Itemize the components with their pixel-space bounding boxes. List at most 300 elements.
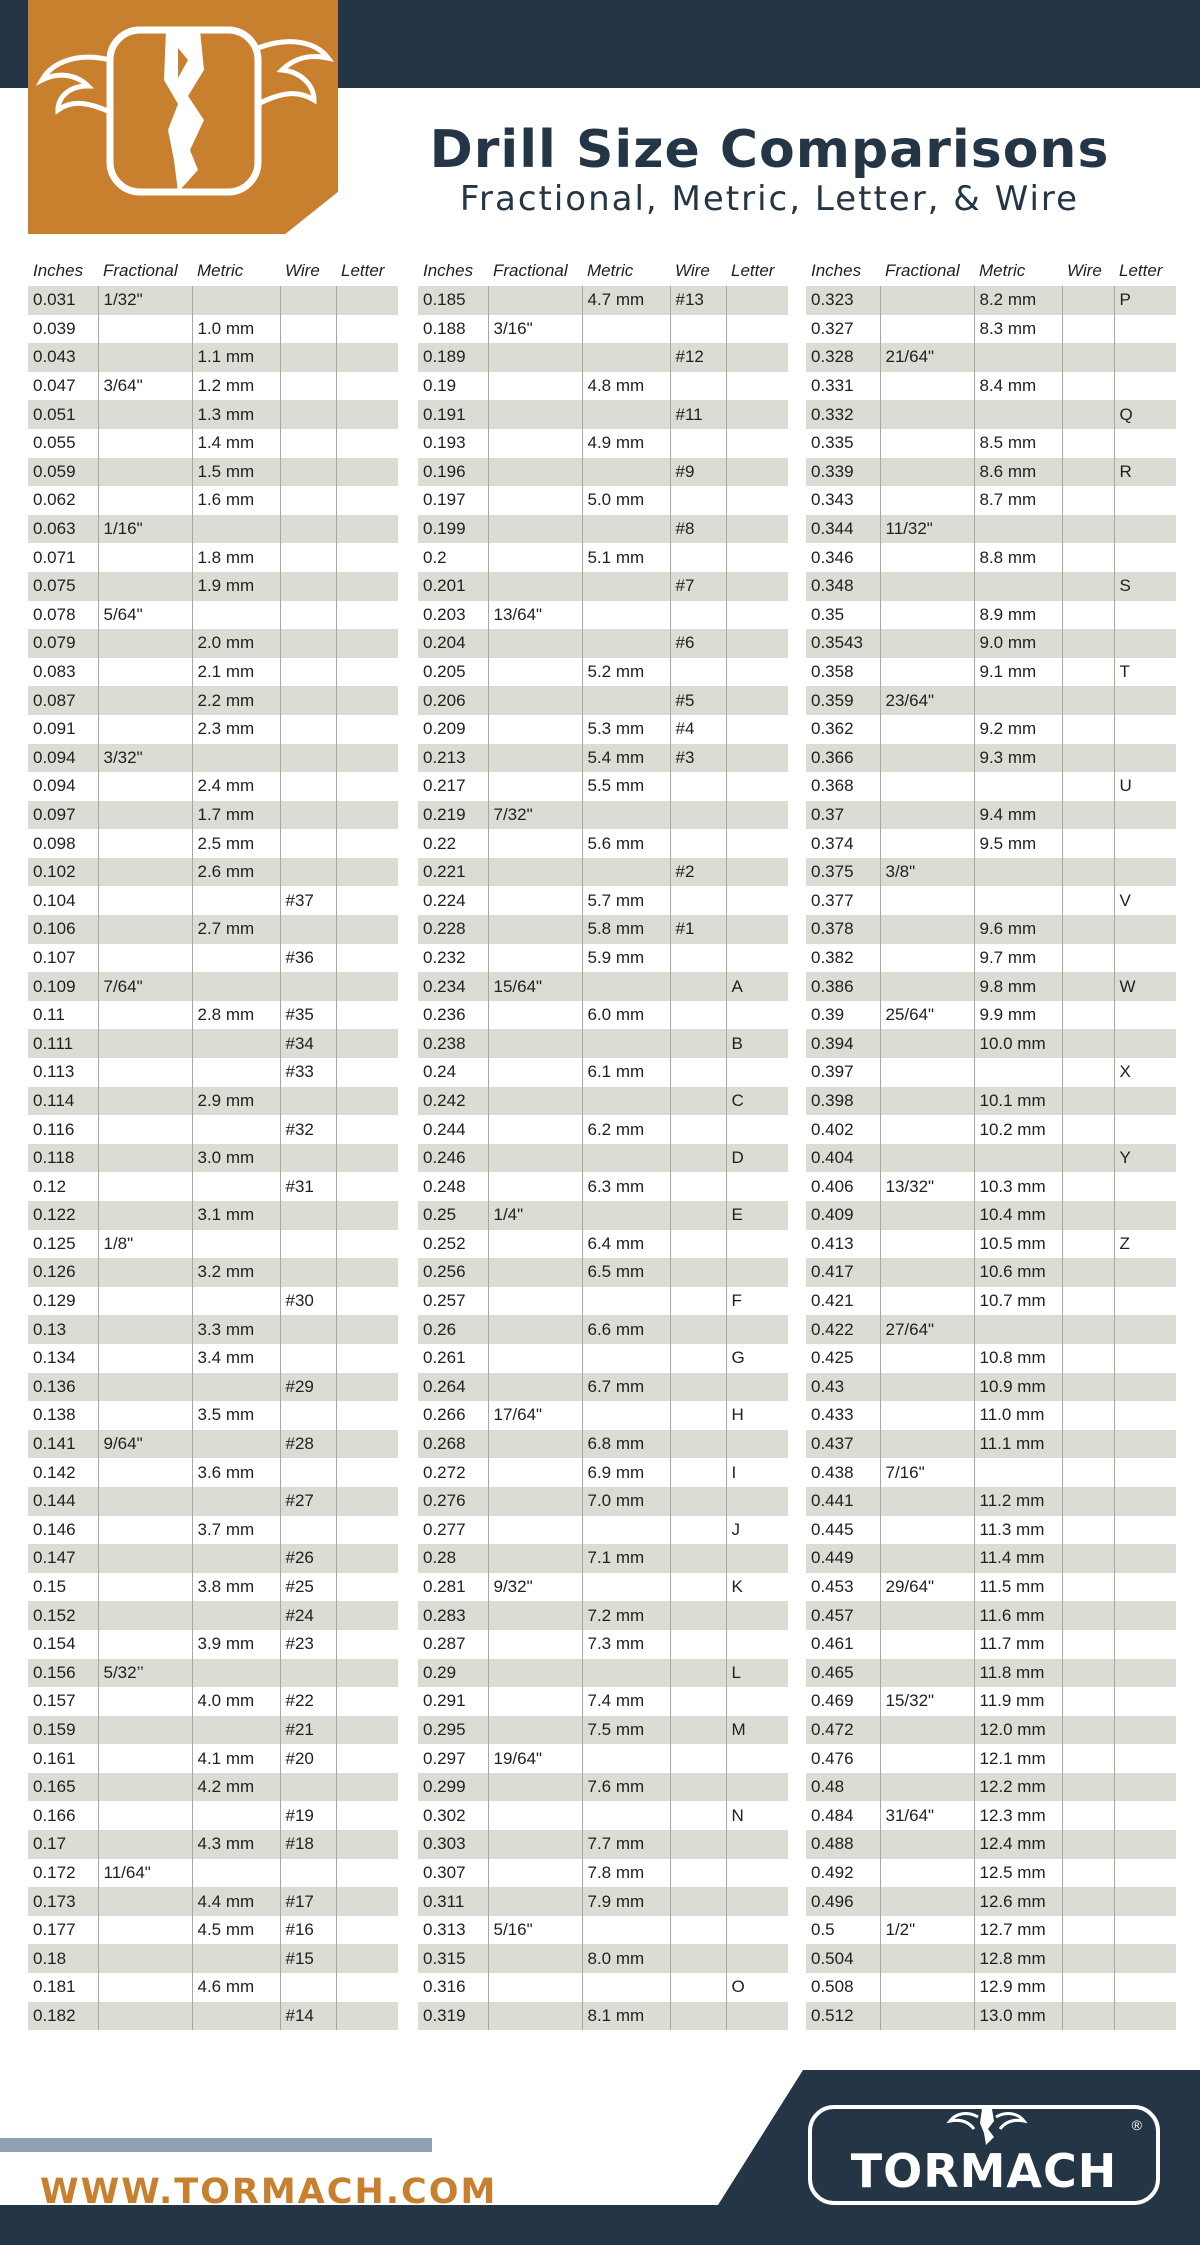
cell-fractional xyxy=(488,915,582,944)
cell-inches: 0.346 xyxy=(811,547,854,567)
cell-wire: #32 xyxy=(280,1115,336,1144)
cell-fractional xyxy=(98,1287,192,1316)
table-row xyxy=(806,944,1176,973)
cell-metric: 1.5 mm xyxy=(192,458,280,487)
cell-metric xyxy=(192,1058,280,1087)
cell-fractional xyxy=(488,772,582,801)
cell-fractional xyxy=(488,343,582,372)
cell-letter xyxy=(336,1687,398,1716)
cell-metric xyxy=(192,1944,280,1973)
cell-wire xyxy=(670,1744,726,1773)
drill-bit-logo-icon xyxy=(28,0,338,234)
cell-wire xyxy=(1062,1887,1114,1916)
cell-wire xyxy=(280,400,336,429)
cell-metric: 3.4 mm xyxy=(192,1344,280,1373)
cell-inches: 0.206 xyxy=(418,686,488,715)
cell-wire xyxy=(670,972,726,1001)
cell-inches: 0.422 xyxy=(806,1315,880,1344)
cell-wire xyxy=(1062,515,1114,544)
cell-wire xyxy=(670,1716,726,1745)
cell-fractional xyxy=(488,1773,582,1802)
cell-wire xyxy=(280,629,336,658)
table-row xyxy=(418,1801,788,1830)
cell-wire xyxy=(280,1773,336,1802)
cell-fractional xyxy=(880,915,974,944)
cell-inches: 0.484 xyxy=(811,1805,854,1825)
cell-metric: 8.6 mm xyxy=(974,458,1062,487)
cell-metric xyxy=(192,1115,280,1144)
cell-letter xyxy=(1114,1630,1176,1659)
cell-wire xyxy=(1062,658,1114,687)
cell-metric: 6.3 mm xyxy=(582,1172,670,1201)
cell-letter xyxy=(1114,1287,1176,1316)
cell-fractional xyxy=(880,801,974,830)
cell-fractional xyxy=(488,944,582,973)
table-row xyxy=(806,400,1176,429)
cell-inches: 0.386 xyxy=(806,972,880,1001)
cell-metric xyxy=(582,801,670,830)
cell-inches: 0.362 xyxy=(811,719,854,739)
cell-letter xyxy=(336,744,398,773)
table-row xyxy=(28,486,398,515)
cell-inches: 0.191 xyxy=(418,400,488,429)
cell-letter xyxy=(336,1373,398,1402)
cell-letter xyxy=(336,429,398,458)
cell-wire xyxy=(670,1001,726,1030)
cell-inches: 0.185 xyxy=(418,286,488,315)
cell-inches: 0.332 xyxy=(806,400,880,429)
cell-wire xyxy=(670,944,726,973)
cell-metric: 6.9 mm xyxy=(582,1458,670,1487)
cell-metric: 2.3 mm xyxy=(192,715,280,744)
cell-letter: F xyxy=(726,1287,788,1316)
cell-letter: B xyxy=(726,1029,788,1058)
cell-fractional xyxy=(880,715,974,744)
table-row xyxy=(28,1258,398,1287)
table-row xyxy=(418,1516,788,1545)
cell-letter xyxy=(726,1230,788,1259)
cell-inches: 0.146 xyxy=(33,1519,76,1539)
cell-fractional: 5/16" xyxy=(488,1916,582,1945)
cell-wire xyxy=(280,1973,336,2002)
cell-metric xyxy=(974,858,1062,887)
table-row xyxy=(418,1830,788,1859)
cell-inches: 0.106 xyxy=(28,915,98,944)
table-row xyxy=(418,458,788,487)
cell-letter xyxy=(1114,1487,1176,1516)
cell-inches: 0.377 xyxy=(811,890,854,910)
cell-fractional xyxy=(98,829,192,858)
cell-letter xyxy=(726,801,788,830)
cell-metric: 11.7 mm xyxy=(974,1630,1062,1659)
table-row xyxy=(28,1230,398,1259)
cell-metric xyxy=(192,515,280,544)
cell-letter xyxy=(336,372,398,401)
cell-inches: 0.055 xyxy=(33,433,76,453)
cell-inches: 0.134 xyxy=(33,1348,76,1368)
table-row xyxy=(28,1058,398,1087)
cell-wire: #27 xyxy=(280,1487,336,1516)
cell-fractional xyxy=(488,1430,582,1459)
cell-metric: 3.1 mm xyxy=(192,1201,280,1230)
cell-fractional xyxy=(488,686,582,715)
cell-fractional: 1/8" xyxy=(98,1230,192,1259)
table-row xyxy=(28,1430,398,1459)
cell-letter xyxy=(336,1887,398,1916)
cell-wire xyxy=(1062,1516,1114,1545)
cell-wire xyxy=(1062,1087,1114,1116)
cell-letter: H xyxy=(726,1401,788,1430)
registered-mark: ® xyxy=(1131,2117,1142,2133)
cell-inches: 0.39 xyxy=(811,1005,845,1025)
cell-wire xyxy=(670,1516,726,1545)
table-row xyxy=(418,601,788,630)
cell-wire xyxy=(280,343,336,372)
cell-wire xyxy=(1062,858,1114,887)
cell-metric: 11.8 mm xyxy=(974,1659,1062,1688)
table-row xyxy=(28,343,398,372)
table-row xyxy=(806,286,1176,315)
table-row xyxy=(28,1201,398,1230)
table-row xyxy=(806,1115,1176,1144)
cell-wire xyxy=(670,1973,726,2002)
cell-letter xyxy=(336,286,398,315)
cell-wire: #33 xyxy=(280,1058,336,1087)
table-row xyxy=(418,1029,788,1058)
cell-letter xyxy=(336,1115,398,1144)
cell-fractional xyxy=(98,658,192,687)
cell-wire: #7 xyxy=(670,572,726,601)
cell-letter xyxy=(336,1230,398,1259)
cell-metric: 5.5 mm xyxy=(582,772,670,801)
cell-inches: 0.078 xyxy=(33,604,76,624)
table-row xyxy=(806,1601,1176,1630)
cell-inches: 0.394 xyxy=(806,1029,880,1058)
cell-letter xyxy=(336,686,398,715)
cell-fractional xyxy=(98,1144,192,1173)
cell-wire: #28 xyxy=(280,1430,336,1459)
table-row xyxy=(418,543,788,572)
cell-fractional xyxy=(880,1115,974,1144)
cell-metric: 2.7 mm xyxy=(192,915,280,944)
table-header-row xyxy=(806,256,1176,286)
cell-fractional xyxy=(488,744,582,773)
cell-metric: 9.2 mm xyxy=(974,715,1062,744)
cell-metric: 7.8 mm xyxy=(582,1859,670,1888)
table-row xyxy=(28,658,398,687)
cell-inches: 0.188 xyxy=(423,318,466,338)
cell-metric: 9.8 mm xyxy=(974,972,1062,1001)
cell-wire: #9 xyxy=(670,458,726,487)
cell-fractional: 3/64" xyxy=(98,372,192,401)
cell-metric: 4.9 mm xyxy=(582,429,670,458)
cell-wire: #4 xyxy=(670,715,726,744)
cell-metric xyxy=(974,686,1062,715)
table-row xyxy=(28,858,398,887)
table-row xyxy=(806,1029,1176,1058)
table-row xyxy=(418,1859,788,1888)
cell-inches: 0.114 xyxy=(28,1087,98,1116)
cell-fractional xyxy=(488,1973,582,2002)
cell-letter xyxy=(1114,1716,1176,1745)
cell-inches: 0.375 xyxy=(806,858,880,887)
cell-metric xyxy=(974,572,1062,601)
cell-wire xyxy=(670,1401,726,1430)
table-row xyxy=(806,1001,1176,1030)
cell-letter xyxy=(1114,1601,1176,1630)
cell-letter: X xyxy=(1114,1058,1176,1087)
cell-inches: 0.297 xyxy=(423,1748,466,1768)
cell-metric xyxy=(192,1601,280,1630)
table-row xyxy=(806,1287,1176,1316)
cell-fractional xyxy=(98,1344,192,1373)
cell-letter xyxy=(336,1172,398,1201)
cell-inches: 0.277 xyxy=(423,1519,466,1539)
cell-wire xyxy=(670,1087,726,1116)
cell-wire: #21 xyxy=(280,1716,336,1745)
cell-letter xyxy=(1114,715,1176,744)
cell-inches: 0.319 xyxy=(418,2002,488,2031)
cell-fractional xyxy=(98,1773,192,1802)
cell-inches: 0.161 xyxy=(33,1748,76,1768)
cell-letter xyxy=(336,1630,398,1659)
cell-wire xyxy=(1062,572,1114,601)
cell-wire xyxy=(280,372,336,401)
cell-metric: 4.0 mm xyxy=(192,1687,280,1716)
cell-fractional xyxy=(98,2002,192,2031)
cell-wire xyxy=(670,372,726,401)
cell-wire xyxy=(670,543,726,572)
table-row xyxy=(28,1001,398,1030)
cell-fractional xyxy=(488,1373,582,1402)
cell-letter xyxy=(1114,744,1176,773)
cell-letter xyxy=(726,601,788,630)
cell-wire xyxy=(1062,400,1114,429)
table-row xyxy=(28,944,398,973)
table-row xyxy=(418,1058,788,1087)
cell-fractional xyxy=(880,772,974,801)
cell-metric xyxy=(192,1487,280,1516)
table-row xyxy=(28,629,398,658)
cell-metric xyxy=(974,1458,1062,1487)
table-row xyxy=(418,715,788,744)
cell-inches: 0.283 xyxy=(418,1601,488,1630)
cell-fractional: 5/32’’ xyxy=(98,1659,192,1688)
cell-wire: #16 xyxy=(280,1916,336,1945)
cell-metric xyxy=(582,601,670,630)
cell-metric: 11.0 mm xyxy=(974,1401,1062,1430)
cell-metric: 10.5 mm xyxy=(974,1230,1062,1259)
cell-metric: 4.3 mm xyxy=(192,1830,280,1859)
cell-letter xyxy=(726,1115,788,1144)
cell-inches: 0.154 xyxy=(33,1634,76,1654)
cell-metric: 12.8 mm xyxy=(974,1944,1062,1973)
cell-inches: 0.382 xyxy=(811,947,854,967)
cell-fractional xyxy=(98,1458,192,1487)
cell-metric: 5.0 mm xyxy=(582,486,670,515)
cell-wire xyxy=(670,1687,726,1716)
cell-inches: 0.031 xyxy=(28,286,98,315)
cell-letter xyxy=(1114,1201,1176,1230)
table-row xyxy=(806,1801,1176,1830)
cell-inches: 0.157 xyxy=(33,1691,76,1711)
cell-letter xyxy=(1114,1315,1176,1344)
cell-inches: 0.209 xyxy=(423,719,466,739)
cell-letter xyxy=(726,686,788,715)
table-row xyxy=(28,1458,398,1487)
table-row xyxy=(418,1401,788,1430)
cell-inches: 0.172 xyxy=(33,1862,76,1882)
table-row xyxy=(28,515,398,544)
cell-letter xyxy=(1114,1687,1176,1716)
table-row xyxy=(418,1573,788,1602)
cell-metric: 6.1 mm xyxy=(582,1058,670,1087)
table-row xyxy=(28,715,398,744)
cell-inches: 0.075 xyxy=(28,572,98,601)
cell-letter xyxy=(726,1258,788,1287)
table-row xyxy=(806,1401,1176,1430)
cell-letter xyxy=(726,1944,788,1973)
cell-fractional xyxy=(98,1258,192,1287)
cell-letter xyxy=(336,1801,398,1830)
cell-wire xyxy=(670,1344,726,1373)
cell-wire xyxy=(670,1487,726,1516)
cell-fractional xyxy=(880,486,974,515)
table-row xyxy=(28,601,398,630)
cell-inches: 0.15 xyxy=(33,1577,67,1597)
cell-fractional xyxy=(98,1973,192,2002)
cell-wire xyxy=(670,1201,726,1230)
table-row xyxy=(28,543,398,572)
table-row xyxy=(806,543,1176,572)
column-header-metric: Metric xyxy=(587,261,634,280)
table-row xyxy=(418,372,788,401)
cell-inches: 0.453 xyxy=(811,1577,854,1597)
cell-letter: P xyxy=(1114,286,1176,315)
cell-inches: 0.299 xyxy=(418,1773,488,1802)
table-row xyxy=(418,744,788,773)
cell-metric: 9.1 mm xyxy=(974,658,1062,687)
cell-wire xyxy=(280,486,336,515)
cell-metric: 11.1 mm xyxy=(974,1430,1062,1459)
cell-inches: 0.302 xyxy=(423,1805,466,1825)
cell-metric: 12.9 mm xyxy=(974,1973,1062,2002)
cell-letter xyxy=(336,658,398,687)
cell-inches: 0.136 xyxy=(28,1373,98,1402)
cell-letter xyxy=(336,1659,398,1688)
cell-inches: 0.199 xyxy=(418,515,488,544)
cell-inches: 0.147 xyxy=(28,1544,98,1573)
column-header-wire: Wire xyxy=(285,261,320,280)
cell-fractional xyxy=(98,1373,192,1402)
cell-fractional xyxy=(880,1287,974,1316)
cell-fractional xyxy=(488,715,582,744)
cell-metric: 12.5 mm xyxy=(974,1859,1062,1888)
cell-letter: A xyxy=(726,972,788,1001)
table-row xyxy=(806,1344,1176,1373)
cell-metric: 12.3 mm xyxy=(974,1801,1062,1830)
cell-wire: #24 xyxy=(280,1601,336,1630)
cell-inches: 0.242 xyxy=(418,1087,488,1116)
cell-inches: 0.203 xyxy=(423,604,466,624)
cell-letter xyxy=(1114,1258,1176,1287)
cell-fractional: 7/16" xyxy=(880,1458,974,1487)
cell-wire xyxy=(1062,458,1114,487)
cell-fractional xyxy=(488,543,582,572)
cell-fractional xyxy=(98,486,192,515)
cell-fractional xyxy=(488,1887,582,1916)
cell-wire xyxy=(1062,1544,1114,1573)
table-row xyxy=(806,1544,1176,1573)
cell-metric: 1.3 mm xyxy=(192,400,280,429)
cell-wire xyxy=(670,1801,726,1830)
cell-fractional xyxy=(880,1973,974,2002)
cell-fractional xyxy=(488,1087,582,1116)
column-header-letter: Letter xyxy=(1119,261,1163,280)
cell-metric xyxy=(582,858,670,887)
cell-fractional xyxy=(98,1544,192,1573)
cell-letter xyxy=(336,1144,398,1173)
table-row xyxy=(806,1144,1176,1173)
cell-inches: 0.465 xyxy=(806,1659,880,1688)
cell-fractional xyxy=(98,1201,192,1230)
cell-letter xyxy=(726,629,788,658)
cell-letter xyxy=(336,2002,398,2031)
cell-metric xyxy=(974,515,1062,544)
cell-inches: 0.327 xyxy=(811,318,854,338)
table-row xyxy=(28,315,398,344)
cell-metric xyxy=(582,629,670,658)
cell-wire: #5 xyxy=(670,686,726,715)
website-link[interactable]: WWW.TORMACH.COM xyxy=(40,2172,498,2212)
table-row xyxy=(418,1601,788,1630)
cell-inches: 0.5 xyxy=(811,1920,835,1940)
cell-metric xyxy=(192,1801,280,1830)
cell-metric: 10.0 mm xyxy=(974,1029,1062,1058)
cell-fractional xyxy=(98,315,192,344)
table-row xyxy=(806,858,1176,887)
cell-inches: 0.111 xyxy=(28,1029,98,1058)
cell-inches: 0.504 xyxy=(806,1944,880,1973)
table-row xyxy=(418,343,788,372)
cell-wire: #6 xyxy=(670,629,726,658)
cell-wire xyxy=(280,1859,336,1888)
column-header-letter: Letter xyxy=(731,261,775,280)
cell-letter xyxy=(1114,1516,1176,1545)
table-row xyxy=(418,1544,788,1573)
footer-stripe xyxy=(0,2138,432,2152)
brand-name: TORMACH xyxy=(850,2144,1118,2198)
cell-wire xyxy=(1062,1230,1114,1259)
table-row xyxy=(806,315,1176,344)
cell-letter xyxy=(726,315,788,344)
cell-fractional xyxy=(98,1029,192,1058)
cell-fractional xyxy=(98,1001,192,1030)
cell-letter xyxy=(726,515,788,544)
table-row xyxy=(806,486,1176,515)
cell-letter xyxy=(1114,429,1176,458)
table-header-row xyxy=(28,256,398,286)
table-row xyxy=(28,400,398,429)
cell-letter xyxy=(726,1601,788,1630)
cell-wire xyxy=(1062,1973,1114,2002)
table-row xyxy=(418,686,788,715)
table-row xyxy=(418,1344,788,1373)
cell-fractional xyxy=(488,1315,582,1344)
cell-wire: #31 xyxy=(280,1172,336,1201)
table-row xyxy=(806,1087,1176,1116)
cell-metric xyxy=(582,458,670,487)
